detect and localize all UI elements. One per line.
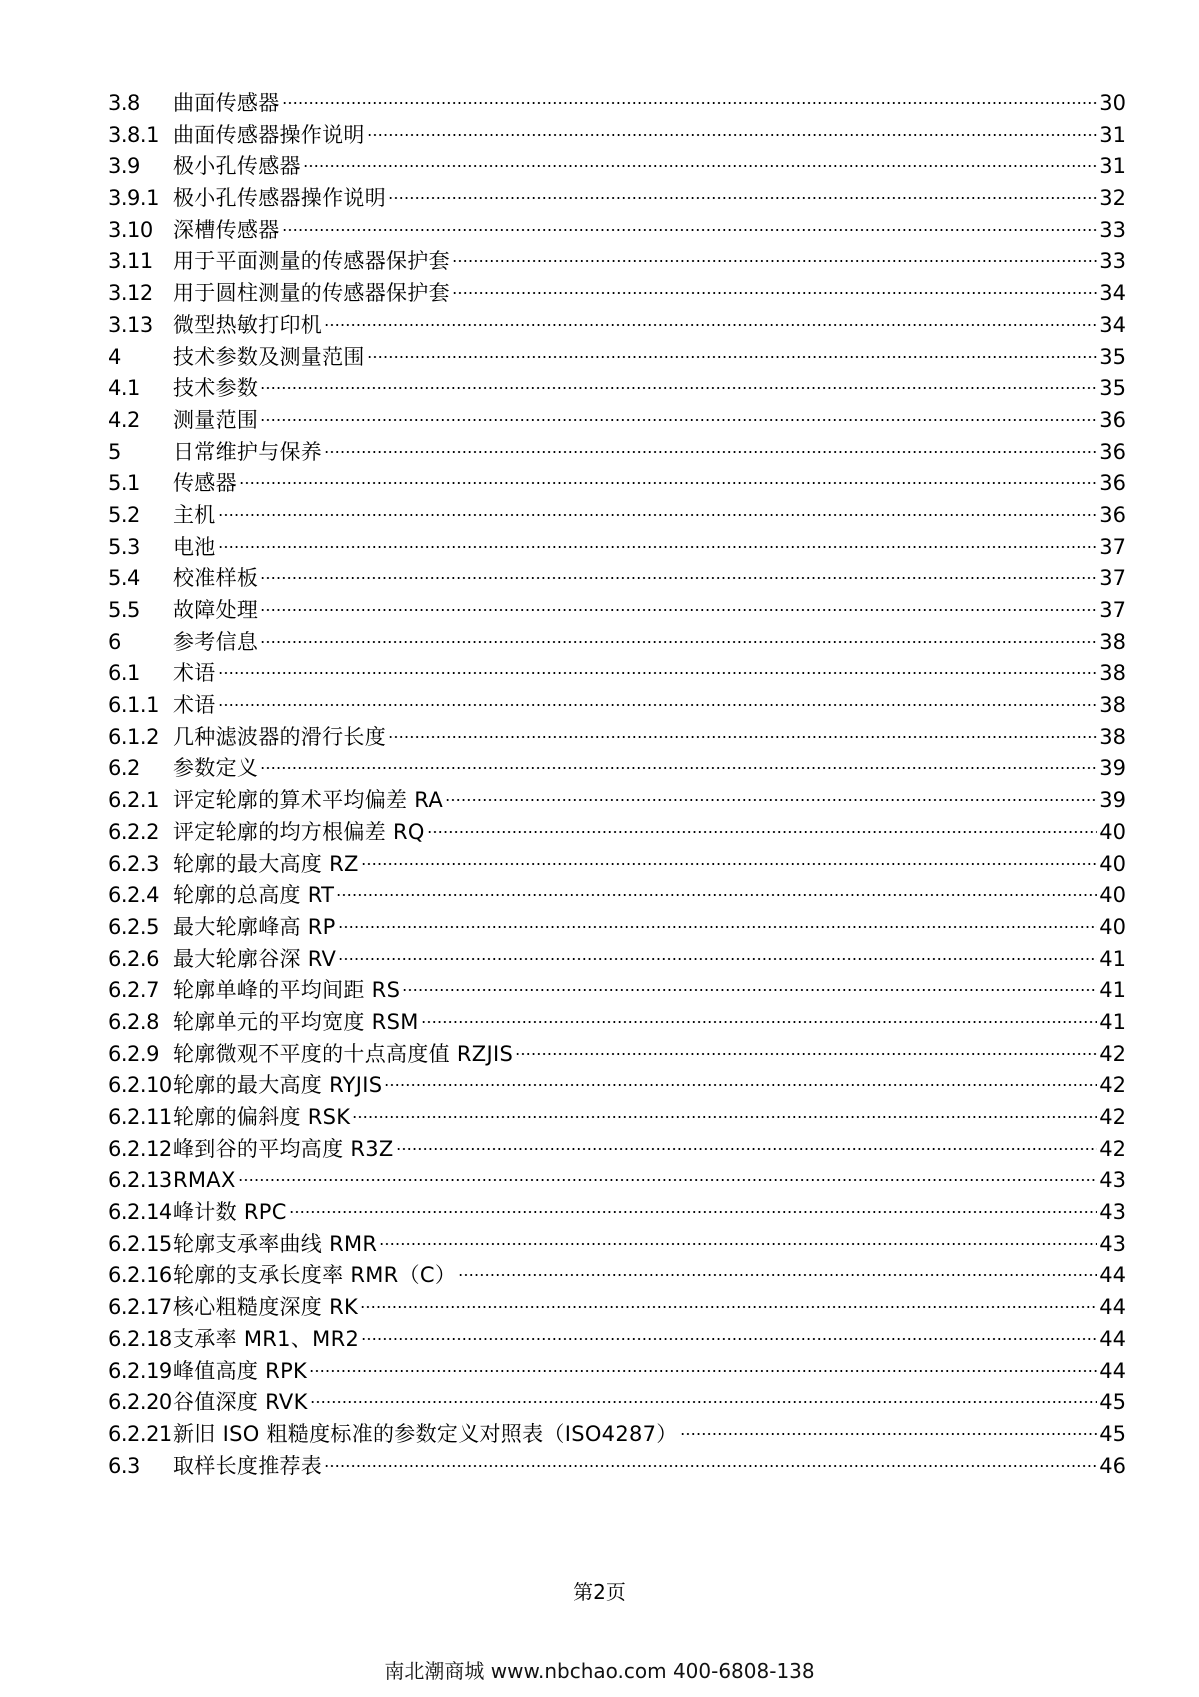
toc-entry-number: 3.9 <box>108 154 140 179</box>
toc-dot-leader <box>309 1370 1097 1372</box>
toc-entry-title: 校准样板 <box>173 566 259 591</box>
toc-dot-leader <box>515 1053 1097 1055</box>
toc-entry-number: 3.10 <box>108 217 153 242</box>
toc-entry-number: 3.13 <box>108 312 153 337</box>
toc-dot-leader <box>388 197 1097 199</box>
toc-entry[interactable] <box>108 1197 1126 1229</box>
toc-entry-number: 4.2 <box>108 407 140 432</box>
toc-dot-leader <box>324 451 1097 453</box>
toc-dot-leader <box>260 767 1097 769</box>
toc-entry[interactable] <box>108 310 1126 342</box>
toc-entry-number: 6.2.20 <box>108 1390 172 1415</box>
toc-dot-leader <box>239 482 1097 484</box>
toc-entry-page: 32 <box>1099 186 1126 211</box>
toc-entry-title: 深槽传感器 <box>173 217 280 242</box>
toc-entry-page: 43 <box>1099 1200 1126 1225</box>
toc-entry-number: 3.11 <box>108 249 153 274</box>
toc-entry[interactable] <box>108 405 1126 437</box>
toc-entry-number: 5.4 <box>108 566 140 591</box>
toc-dot-leader <box>218 546 1098 548</box>
toc-entry-page: 40 <box>1099 851 1126 876</box>
toc-entry-title: 故障处理 <box>173 598 259 622</box>
toc-entry-page: 44 <box>1099 1358 1126 1383</box>
toc-entry-title: 峰到谷的平均高度 R3Z <box>173 1136 394 1161</box>
toc-entry[interactable] <box>108 627 1126 659</box>
toc-entry-title: 用于平面测量的传感器保护套 <box>173 249 450 274</box>
toc-dot-leader <box>421 1021 1098 1023</box>
toc-entry-title: 几种滤波器的滑行长度 <box>173 724 386 749</box>
toc-dot-leader <box>218 704 1098 706</box>
toc-entry[interactable] <box>108 1324 1126 1356</box>
toc-entry-title: 支承率 MR1、MR2 <box>173 1326 360 1351</box>
toc-dot-leader <box>260 419 1097 421</box>
toc-entry-page: 42 <box>1099 1073 1126 1098</box>
toc-entry-title: 日常维护与保养 <box>173 439 323 464</box>
toc-dot-leader <box>680 1433 1098 1435</box>
toc-entry-number: 6.2.5 <box>108 914 159 939</box>
toc-dot-leader <box>303 165 1097 167</box>
toc-entry[interactable] <box>108 1451 1126 1483</box>
toc-entry-number: 6.2.1 <box>108 788 159 813</box>
toc-entry-page: 45 <box>1099 1421 1126 1446</box>
toc-dot-leader <box>452 292 1097 294</box>
toc-dot-leader <box>310 1401 1098 1403</box>
toc-entry[interactable] <box>108 468 1126 500</box>
toc-entry[interactable] <box>108 1102 1126 1134</box>
toc-entry-page: 41 <box>1099 946 1126 971</box>
toc-entry-page: 40 <box>1099 914 1126 939</box>
toc-entry-title: 轮廓单元的平均宽度 RSM <box>173 1009 419 1034</box>
toc-entry[interactable] <box>108 880 1126 912</box>
toc-dot-leader <box>289 1211 1098 1213</box>
toc-entry-page: 34 <box>1099 312 1126 337</box>
toc-entry[interactable] <box>108 753 1126 785</box>
toc-entry[interactable] <box>108 563 1126 595</box>
toc-entry-title: 测量范围 <box>173 407 259 432</box>
toc-entry[interactable] <box>108 183 1126 215</box>
toc-dot-leader <box>367 356 1098 358</box>
toc-entry-title: 术语 <box>173 661 216 686</box>
toc-entry-number: 6.2.21 <box>108 1421 172 1446</box>
toc-entry-number: 6.2.2 <box>108 819 159 844</box>
toc-entry[interactable] <box>108 785 1126 817</box>
toc-entry[interactable] <box>108 120 1126 152</box>
toc-dot-leader <box>361 863 1098 865</box>
toc-entry-page: 41 <box>1099 1009 1126 1034</box>
toc-dot-leader <box>260 387 1097 389</box>
toc-entry-page: 45 <box>1099 1390 1126 1415</box>
toc-entry[interactable] <box>108 437 1126 469</box>
toc-entry-number: 3.8 <box>108 91 140 115</box>
toc-entry-number: 6.2.4 <box>108 883 159 908</box>
toc-entry-number: 6.2.7 <box>108 978 159 1003</box>
toc-entry-page: 40 <box>1099 819 1126 844</box>
toc-entry-title: 曲面传感器 <box>173 91 280 115</box>
toc-entry[interactable] <box>108 278 1126 310</box>
toc-dot-leader <box>367 134 1098 136</box>
toc-entry[interactable] <box>108 1070 1126 1102</box>
toc-entry[interactable] <box>108 1007 1126 1039</box>
toc-entry-title: 轮廓单峰的平均间距 RS <box>173 978 401 1003</box>
toc-entry-page: 34 <box>1099 281 1126 306</box>
toc-entry-title: 技术参数及测量范围 <box>173 344 365 369</box>
toc-entry-number: 6.2.3 <box>108 851 159 876</box>
toc-entry[interactable] <box>108 500 1126 532</box>
toc-entry-number: 6.2.8 <box>108 1009 159 1034</box>
toc-dot-leader <box>282 229 1098 231</box>
toc-entry-title: 评定轮廓的均方根偏差 RQ <box>173 819 425 844</box>
toc-entry[interactable] <box>108 849 1126 881</box>
toc-entry-title: 评定轮廓的算术平均偏差 RA <box>173 788 443 813</box>
toc-entry[interactable] <box>108 912 1126 944</box>
toc-entry-page: 37 <box>1099 598 1126 622</box>
toc-entry-title: 峰计数 RPC <box>173 1200 287 1225</box>
toc-entry-number: 6.1 <box>108 661 140 686</box>
page-number: 第2页 <box>573 1580 626 1604</box>
toc-entry-page: 37 <box>1099 534 1126 559</box>
toc-entry-page: 42 <box>1099 1041 1126 1066</box>
toc-entry-title: 最大轮廓峰高 RP <box>173 914 336 939</box>
table-of-contents <box>108 88 1126 1482</box>
toc-entry[interactable] <box>108 1134 1126 1166</box>
toc-entry-number: 6.2 <box>108 756 140 781</box>
toc-entry-title: 曲面传感器操作说明 <box>173 122 365 147</box>
toc-entry-page: 30 <box>1099 91 1126 115</box>
toc-entry[interactable] <box>108 1387 1126 1419</box>
toc-dot-leader <box>379 1243 1097 1245</box>
toc-entry-title: 用于圆柱测量的传感器保护套 <box>173 281 450 306</box>
toc-entry-title: 轮廓的总高度 RT <box>173 883 335 908</box>
toc-entry[interactable] <box>108 1229 1126 1261</box>
toc-dot-leader <box>361 1338 1097 1340</box>
toc-entry-title: 术语 <box>173 693 216 718</box>
toc-entry-page: 36 <box>1099 439 1126 464</box>
toc-dot-leader <box>218 514 1098 516</box>
toc-entry-number: 3.9.1 <box>108 186 159 211</box>
toc-entry-number: 3.8.1 <box>108 122 159 147</box>
toc-entry-number: 6.2.18 <box>108 1326 172 1351</box>
toc-entry[interactable] <box>108 1260 1126 1292</box>
toc-entry-number: 6.2.12 <box>108 1136 172 1161</box>
toc-entry-number: 4 <box>108 344 121 369</box>
toc-dot-leader <box>402 989 1097 991</box>
toc-entry-page: 44 <box>1099 1263 1126 1288</box>
toc-entry-number: 6.2.16 <box>108 1263 172 1288</box>
toc-entry-page: 44 <box>1099 1295 1126 1320</box>
toc-entry-title: 极小孔传感器 <box>173 154 301 179</box>
toc-entry-number: 6.2.10 <box>108 1073 172 1098</box>
toc-entry[interactable] <box>108 373 1126 405</box>
toc-entry-number: 6.2.15 <box>108 1231 172 1256</box>
toc-entry-number: 6.2.6 <box>108 946 159 971</box>
toc-entry-number: 5.2 <box>108 502 140 527</box>
toc-dot-leader <box>324 1465 1097 1467</box>
toc-dot-leader <box>324 324 1097 326</box>
toc-entry-number: 6.3 <box>108 1453 140 1478</box>
toc-entry-page: 31 <box>1099 154 1126 179</box>
toc-entry-title: RMAX <box>173 1168 236 1193</box>
toc-entry-page: 37 <box>1099 566 1126 591</box>
toc-dot-leader <box>338 926 1098 928</box>
toc-entry-page: 36 <box>1099 471 1126 496</box>
toc-entry[interactable] <box>108 944 1126 976</box>
toc-dot-leader <box>360 1306 1097 1308</box>
toc-entry-page: 31 <box>1099 122 1126 147</box>
toc-dot-leader <box>384 1084 1097 1086</box>
toc-entry-number: 3.12 <box>108 281 153 306</box>
toc-entry-number: 6.2.11 <box>108 1105 172 1129</box>
toc-entry-page: 33 <box>1099 249 1126 274</box>
toc-entry-number: 6.2.19 <box>108 1358 172 1383</box>
toc-entry-number: 6.1.2 <box>108 724 159 749</box>
toc-entry-title: 技术参数 <box>173 376 259 401</box>
toc-entry-page: 39 <box>1099 756 1126 781</box>
toc-dot-leader <box>218 672 1098 674</box>
toc-entry-page: 42 <box>1099 1136 1126 1161</box>
toc-entry-page: 38 <box>1099 661 1126 686</box>
toc-entry-number: 5.5 <box>108 598 140 622</box>
toc-entry-title: 峰值高度 RPK <box>173 1358 308 1383</box>
toc-entry-number: 5.3 <box>108 534 140 559</box>
toc-entry-title: 最大轮廓谷深 RV <box>173 946 337 971</box>
toc-entry[interactable] <box>108 246 1126 278</box>
toc-entry[interactable] <box>108 817 1126 849</box>
toc-entry-page: 39 <box>1099 788 1126 813</box>
toc-entry-title: 微型热敏打印机 <box>173 312 323 337</box>
toc-entry-page: 33 <box>1099 217 1126 242</box>
toc-dot-leader <box>238 1179 1098 1181</box>
toc-entry-number: 6.2.9 <box>108 1041 159 1066</box>
toc-entry-number: 6.2.14 <box>108 1200 172 1225</box>
toc-entry[interactable] <box>108 1039 1126 1071</box>
toc-entry[interactable] <box>108 532 1126 564</box>
toc-dot-leader <box>452 260 1097 262</box>
toc-entry-page: 42 <box>1099 1105 1126 1129</box>
toc-entry-number: 4.1 <box>108 376 140 401</box>
toc-entry-page: 40 <box>1099 883 1126 908</box>
toc-entry[interactable] <box>108 88 1126 120</box>
toc-entry-title: 主机 <box>173 502 216 527</box>
toc-entry-page: 35 <box>1099 344 1126 369</box>
toc-entry[interactable] <box>108 342 1126 374</box>
toc-entry[interactable] <box>108 215 1126 247</box>
toc-entry-page: 35 <box>1099 376 1126 401</box>
toc-entry[interactable] <box>108 595 1126 627</box>
toc-entry-title: 极小孔传感器操作说明 <box>173 186 386 211</box>
toc-entry-title: 传感器 <box>173 471 237 496</box>
toc-entry[interactable] <box>108 1165 1126 1197</box>
toc-dot-leader <box>352 1116 1097 1118</box>
toc-entry-number: 5 <box>108 439 121 464</box>
toc-entry-title: 轮廓的支承长度率 RMR（C） <box>173 1263 457 1288</box>
toc-entry-number: 6.1.1 <box>108 693 159 718</box>
toc-dot-leader <box>388 736 1097 738</box>
toc-entry-title: 谷值深度 RVK <box>173 1390 308 1415</box>
toc-entry-title: 核心粗糙度深度 RK <box>173 1295 359 1320</box>
toc-entry[interactable] <box>108 690 1126 722</box>
toc-dot-leader <box>427 831 1098 833</box>
toc-dot-leader <box>396 1148 1098 1150</box>
toc-entry-number: 5.1 <box>108 471 140 496</box>
toc-entry-title: 轮廓支承率曲线 RMR <box>173 1231 378 1256</box>
toc-entry[interactable] <box>108 1419 1126 1451</box>
toc-entry-page: 36 <box>1099 502 1126 527</box>
site-footer: 南北潮商城 www.nbchao.com 400-6808-138 <box>384 1659 815 1683</box>
toc-dot-leader <box>338 958 1097 960</box>
toc-entry-title: 电池 <box>173 534 216 559</box>
toc-entry[interactable] <box>108 1356 1126 1388</box>
toc-entry-title: 轮廓的最大高度 RZ <box>173 851 359 876</box>
toc-entry[interactable] <box>108 658 1126 690</box>
toc-dot-leader <box>260 641 1097 643</box>
toc-entry-title: 取样长度推荐表 <box>173 1453 323 1478</box>
toc-entry-page: 41 <box>1099 978 1126 1003</box>
toc-entry-number: 6.2.17 <box>108 1295 172 1320</box>
toc-entry-number: 6.2.13 <box>108 1168 172 1193</box>
toc-entry-page: 46 <box>1099 1453 1126 1478</box>
toc-entry-page: 38 <box>1099 629 1126 654</box>
toc-entry[interactable] <box>108 1292 1126 1324</box>
toc-dot-leader <box>260 577 1097 579</box>
toc-entry-title: 轮廓微观不平度的十点高度值 RZJIS <box>173 1041 514 1066</box>
toc-dot-leader <box>458 1274 1097 1276</box>
toc-entry-page: 43 <box>1099 1231 1126 1256</box>
toc-entry-page: 44 <box>1099 1326 1126 1351</box>
toc-entry[interactable] <box>108 975 1126 1007</box>
toc-entry-page: 38 <box>1099 693 1126 718</box>
toc-entry-page: 43 <box>1099 1168 1126 1193</box>
toc-entry-title: 新旧 ISO 粗糙度标准的参数定义对照表（ISO4287） <box>173 1421 678 1446</box>
toc-entry[interactable] <box>108 151 1126 183</box>
toc-entry-number: 6 <box>108 629 121 654</box>
toc-dot-leader <box>445 799 1097 801</box>
toc-entry-page: 38 <box>1099 724 1126 749</box>
toc-dot-leader <box>282 102 1098 104</box>
toc-entry[interactable] <box>108 722 1126 754</box>
toc-dot-leader <box>260 609 1097 611</box>
toc-entry-title: 参数定义 <box>173 756 259 781</box>
toc-entry-title: 轮廓的最大高度 RYJIS <box>173 1073 383 1098</box>
toc-dot-leader <box>336 894 1097 896</box>
toc-entry-title: 轮廓的偏斜度 RSK <box>173 1105 351 1129</box>
toc-entry-title: 参考信息 <box>173 629 259 654</box>
toc-entry-page: 36 <box>1099 407 1126 432</box>
